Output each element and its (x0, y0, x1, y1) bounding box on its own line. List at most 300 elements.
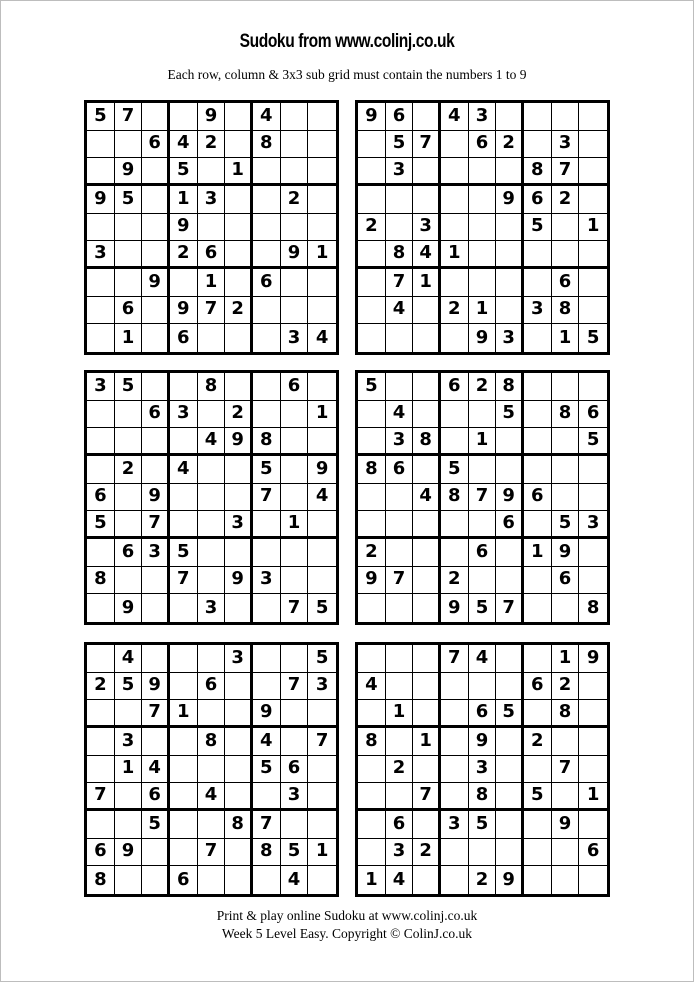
sudoku-cell (552, 728, 580, 756)
sudoku-cell: 1 (552, 645, 580, 673)
sudoku-cell (115, 783, 143, 811)
sudoku-cell: 1 (308, 839, 336, 867)
sudoku-cell (142, 866, 170, 894)
sudoku-cell: 4 (253, 103, 281, 131)
sudoku-cell: 6 (524, 186, 552, 214)
sudoku-cell: 8 (225, 811, 253, 839)
sudoku-cell (225, 131, 253, 159)
sudoku-cell: 8 (586, 596, 600, 618)
sudoku-cell (579, 567, 607, 595)
sudoku-cell (198, 324, 226, 352)
sudoku-cell (142, 103, 170, 131)
sudoku-cell (142, 324, 170, 352)
sudoku-cell: 3 (469, 756, 497, 784)
sudoku-cell (142, 241, 170, 269)
sudoku-cell: 1 (413, 728, 441, 756)
sudoku-cell (142, 839, 170, 867)
sudoku-cell (198, 158, 226, 186)
sudoku-cell: 1 (115, 324, 143, 352)
sudoku-cell: 5 (552, 511, 580, 539)
footer-line-2: Week 5 Level Easy. Copyright © ColinJ.co.uk (221, 926, 473, 941)
sudoku-cell: 7 (308, 728, 336, 756)
sudoku-cell (469, 241, 497, 269)
sudoku-cell (358, 783, 386, 811)
sudoku-cell: 6 (170, 866, 198, 894)
sudoku-cell (115, 511, 143, 539)
sudoku-cell: 8 (253, 131, 281, 159)
sudoku-cell: 9 (281, 241, 309, 269)
sudoku-cell (579, 373, 607, 401)
sudoku-cell: 3 (386, 839, 414, 867)
sudoku-cell (552, 839, 580, 867)
sudoku-cell (115, 131, 143, 159)
sudoku-cell: 9 (579, 645, 607, 673)
sudoku-cell (87, 158, 115, 186)
sudoku-cell (198, 484, 226, 512)
sudoku-cell: 9 (198, 103, 226, 131)
sudoku-cell: 6 (281, 756, 309, 784)
sudoku-cell (441, 131, 469, 159)
sudoku-cell: 4 (469, 645, 497, 673)
sudoku-cell (524, 866, 552, 894)
sudoku-cell (87, 324, 115, 352)
sudoku-cell (253, 373, 281, 401)
sudoku-cell (253, 297, 281, 325)
sudoku-cell: 7 (253, 484, 281, 512)
sudoku-cell: 9 (358, 103, 386, 131)
sudoku-cell (358, 158, 386, 186)
sudoku-cell (413, 811, 441, 839)
sudoku-cell (413, 700, 441, 728)
sudoku-cell (115, 269, 143, 297)
sudoku-cell (441, 511, 469, 539)
sudoku-cell: 4 (413, 484, 441, 512)
sudoku-cell: 9 (142, 269, 170, 297)
sudoku-cell: 8 (552, 401, 580, 429)
sudoku-cell (441, 839, 469, 867)
sudoku-cell: 3 (579, 511, 607, 539)
sudoku-cell (225, 783, 253, 811)
sudoku-cell (496, 539, 524, 567)
sudoku-cell (552, 103, 580, 131)
sudoku-cell (225, 728, 253, 756)
sudoku-cell: 6 (524, 673, 552, 701)
sudoku-cell: 6 (386, 456, 414, 484)
sudoku-cell (225, 866, 253, 894)
sudoku-cell (281, 567, 309, 595)
sudoku-cell (253, 645, 281, 673)
sudoku-cell: 8 (496, 373, 524, 401)
sudoku-cell: 8 (413, 428, 441, 456)
sudoku-cell (413, 567, 441, 595)
sudoku-grid-6 (355, 642, 610, 897)
sudoku-cell: 5 (469, 811, 497, 839)
sudoku-cell: 5 (170, 158, 198, 186)
sudoku-cell: 7 (552, 158, 580, 186)
sudoku-cell: 2 (198, 131, 226, 159)
sudoku-cell: 6 (142, 131, 170, 159)
sudoku-cell (87, 401, 115, 429)
sudoku-cell: 7 (386, 567, 414, 595)
sudoku-cell (170, 839, 198, 867)
sudoku-cell: 6 (253, 269, 281, 297)
sudoku-cell: 1 (198, 269, 226, 297)
sudoku-cell (524, 428, 552, 456)
sudoku-cell (281, 401, 309, 429)
sudoku-cell: 3 (496, 324, 524, 352)
sudoku-cell: 9 (225, 428, 253, 456)
sudoku-cell: 3 (386, 428, 414, 456)
sudoku-cell (386, 594, 414, 622)
sudoku-cell (198, 866, 226, 894)
sudoku-cell (496, 428, 524, 456)
sudoku-cell (281, 428, 309, 456)
sudoku-cell (142, 186, 170, 214)
sudoku-cell (358, 594, 386, 622)
sudoku-cell: 6 (198, 673, 226, 701)
sudoku-cell: 8 (552, 700, 580, 728)
sudoku-cell: 6 (87, 484, 115, 512)
sudoku-cell (358, 811, 386, 839)
sudoku-cell (170, 428, 198, 456)
sudoku-cell: 7 (198, 839, 226, 867)
sudoku-cell: 7 (87, 783, 115, 811)
sudoku-cell (469, 269, 497, 297)
sudoku-cell: 9 (115, 594, 143, 622)
sudoku-cell (524, 700, 552, 728)
sudoku-cell: 2 (87, 673, 115, 701)
sudoku-cell (413, 186, 441, 214)
sudoku-cell (441, 700, 469, 728)
sudoku-cell (579, 866, 607, 894)
sudoku-cell (579, 269, 607, 297)
sudoku-cell (469, 158, 497, 186)
sudoku-cell (308, 269, 336, 297)
sudoku-cell: 9 (469, 324, 497, 352)
sudoku-cell (413, 324, 441, 352)
sudoku-cell: 7 (552, 756, 580, 784)
sudoku-cell: 4 (315, 326, 329, 348)
sudoku-cell: 7 (170, 567, 198, 595)
sudoku-cell (142, 594, 170, 622)
sudoku-cell (441, 324, 469, 352)
sudoku-cell (524, 401, 552, 429)
sudoku-cell (469, 673, 497, 701)
sudoku-cell (386, 324, 414, 352)
sudoku-cell (358, 131, 386, 159)
sudoku-cell (225, 673, 253, 701)
sudoku-cell: 2 (225, 401, 253, 429)
sudoku-cell (579, 297, 607, 325)
sudoku-cell: 5 (579, 428, 607, 456)
sudoku-cell: 5 (496, 700, 524, 728)
sudoku-cell: 4 (170, 131, 198, 159)
sudoku-cell: 9 (142, 673, 170, 701)
sudoku-cell (281, 131, 309, 159)
sudoku-cell: 5 (253, 456, 281, 484)
sudoku-cell: 4 (115, 645, 143, 673)
sudoku-cell (358, 645, 386, 673)
sudoku-cell: 7 (281, 673, 309, 701)
sudoku-cell: 8 (386, 241, 414, 269)
sudoku-grid-3 (84, 370, 339, 625)
sudoku-cell: 4 (413, 241, 441, 269)
sudoku-cell (281, 700, 309, 728)
sudoku-cell (253, 783, 281, 811)
sudoku-cell (170, 373, 198, 401)
sudoku-cell (225, 269, 253, 297)
sudoku-cell (170, 783, 198, 811)
sudoku-cell: 2 (469, 373, 497, 401)
sudoku-cell (87, 700, 115, 728)
sudoku-cell (441, 756, 469, 784)
sudoku-cell (524, 324, 552, 352)
sudoku-cell (87, 456, 115, 484)
sudoku-cell: 1 (579, 214, 607, 242)
sudoku-cell (308, 511, 336, 539)
sudoku-cell: 4 (281, 866, 309, 894)
sudoku-cell: 7 (115, 103, 143, 131)
sudoku-cell (496, 728, 524, 756)
sudoku-cell: 5 (115, 186, 143, 214)
sudoku-cell: 2 (469, 866, 497, 894)
sudoku-cell (253, 511, 281, 539)
sudoku-cell (308, 186, 336, 214)
sudoku-cell (225, 186, 253, 214)
sudoku-cell: 8 (524, 158, 552, 186)
sudoku-cell (441, 401, 469, 429)
sudoku-cell: 2 (552, 673, 580, 701)
sudoku-cell: 5 (115, 673, 143, 701)
page-title: Sudoku from www.colinj.co.uk (239, 31, 455, 52)
sudoku-cell (115, 484, 143, 512)
sudoku-cell: 5 (358, 373, 386, 401)
sudoku-cell (142, 728, 170, 756)
sudoku-cell: 9 (170, 297, 198, 325)
sudoku-cell (225, 839, 253, 867)
sudoku-cell (496, 103, 524, 131)
sudoku-cell (579, 186, 607, 214)
sudoku-cell (413, 645, 441, 673)
sudoku-cell: 9 (142, 484, 170, 512)
sudoku-cell: 6 (386, 811, 414, 839)
sudoku-cell (552, 783, 580, 811)
sudoku-cell (386, 539, 414, 567)
sudoku-cell (358, 241, 386, 269)
sudoku-cell: 4 (386, 401, 414, 429)
sudoku-cell: 9 (469, 728, 497, 756)
sudoku-cell: 4 (170, 456, 198, 484)
sudoku-cell (115, 811, 143, 839)
sudoku-cell (413, 103, 441, 131)
sudoku-cell (115, 866, 143, 894)
sudoku-cell (170, 728, 198, 756)
sudoku-cell (579, 158, 607, 186)
sudoku-cell: 5 (524, 214, 552, 242)
sudoku-cell (87, 428, 115, 456)
sudoku-cell (496, 158, 524, 186)
sudoku-cell (308, 700, 336, 728)
sudoku-cell (496, 567, 524, 595)
sudoku-cell (87, 269, 115, 297)
sudoku-cell (358, 324, 386, 352)
sudoku-cell (524, 456, 552, 484)
sudoku-cell: 5 (586, 326, 600, 348)
sudoku-cell (413, 756, 441, 784)
sudoku-cell: 3 (225, 511, 253, 539)
sudoku-cell (358, 297, 386, 325)
sudoku-cell: 8 (469, 783, 497, 811)
sudoku-cell: 3 (469, 103, 497, 131)
sudoku-cell (579, 673, 607, 701)
sudoku-cell: 1 (552, 324, 580, 352)
sudoku-cell (253, 401, 281, 429)
sudoku-cell: 2 (413, 839, 441, 867)
sudoku-cell: 9 (115, 158, 143, 186)
sudoku-cell (115, 700, 143, 728)
sudoku-cell: 3 (253, 567, 281, 595)
sudoku-cell (198, 214, 226, 242)
sudoku-cell: 8 (358, 456, 386, 484)
sudoku-cell (281, 539, 309, 567)
sudoku-grid-4 (355, 370, 610, 625)
sudoku-cell (198, 811, 226, 839)
sudoku-cell: 3 (386, 158, 414, 186)
sudoku-cell: 5 (142, 811, 170, 839)
sudoku-cell: 5 (253, 756, 281, 784)
sudoku-cell (87, 214, 115, 242)
sudoku-cell (308, 103, 336, 131)
sudoku-cell: 7 (142, 511, 170, 539)
sudoku-cell: 3 (87, 373, 115, 401)
sudoku-cell (386, 728, 414, 756)
sudoku-cell: 1 (413, 269, 441, 297)
sudoku-cell (308, 131, 336, 159)
sudoku-cell (358, 839, 386, 867)
sudoku-cell (441, 866, 469, 894)
sudoku-cell: 8 (198, 373, 226, 401)
sudoku-cell: 9 (225, 567, 253, 595)
sudoku-cell: 5 (170, 539, 198, 567)
sudoku-cell: 1 (579, 783, 607, 811)
sudoku-cell: 6 (441, 373, 469, 401)
sudoku-cell (496, 241, 524, 269)
sudoku-cell (225, 214, 253, 242)
sudoku-cell (358, 484, 386, 512)
sudoku-cell (496, 645, 524, 673)
sudoku-cell: 1 (281, 511, 309, 539)
sudoku-cell: 6 (469, 131, 497, 159)
sudoku-cell: 6 (198, 241, 226, 269)
sudoku-cell (308, 783, 336, 811)
sudoku-cell (225, 594, 253, 622)
sudoku-cell (496, 811, 524, 839)
sudoku-cell (198, 756, 226, 784)
sudoku-cell (524, 241, 552, 269)
sudoku-cell (253, 186, 281, 214)
sudoku-cell (441, 269, 469, 297)
sudoku-cell (552, 456, 580, 484)
sudoku-cell: 5 (441, 456, 469, 484)
sudoku-cell (579, 811, 607, 839)
sudoku-cell (524, 756, 552, 784)
sudoku-cell (552, 484, 580, 512)
sudoku-cell (358, 511, 386, 539)
sudoku-cell: 7 (198, 297, 226, 325)
sudoku-cell: 6 (469, 539, 497, 567)
sudoku-cell: 3 (281, 783, 309, 811)
sudoku-cell: 3 (552, 131, 580, 159)
sudoku-cell: 5 (115, 373, 143, 401)
sudoku-cell: 6 (115, 539, 143, 567)
sudoku-cell: 6 (142, 401, 170, 429)
sudoku-cell: 6 (579, 401, 607, 429)
sudoku-cell (386, 373, 414, 401)
sudoku-cell (170, 645, 198, 673)
sudoku-cell: 8 (87, 567, 115, 595)
sudoku-cell: 1 (170, 186, 198, 214)
footer-line-1: Print & play online Sudoku at www.colinj.co.uk (216, 908, 478, 923)
sudoku-cell (441, 539, 469, 567)
sudoku-cell: 1 (308, 401, 336, 429)
sudoku-cell (579, 131, 607, 159)
sudoku-cell (386, 673, 414, 701)
sudoku-cell (253, 324, 281, 352)
sudoku-cell: 9 (87, 186, 115, 214)
sudoku-cell (142, 456, 170, 484)
sudoku-cell (281, 297, 309, 325)
sudoku-cell (225, 456, 253, 484)
sudoku-cell (225, 539, 253, 567)
sudoku-cell: 5 (315, 596, 329, 618)
sudoku-cell: 6 (281, 373, 309, 401)
sudoku-cell: 5 (524, 783, 552, 811)
sudoku-cell: 6 (170, 324, 198, 352)
sudoku-cell (198, 456, 226, 484)
sudoku-cell: 6 (115, 297, 143, 325)
sudoku-cell (524, 131, 552, 159)
sudoku-cell: 9 (308, 456, 336, 484)
sudoku-cell: 4 (386, 866, 414, 894)
sudoku-cell: 5 (308, 645, 336, 673)
sudoku-cell (441, 158, 469, 186)
sudoku-grid-5 (84, 642, 339, 897)
sudoku-cell: 6 (524, 484, 552, 512)
sudoku-cell (469, 456, 497, 484)
sudoku-cell (225, 756, 253, 784)
sudoku-cell (413, 673, 441, 701)
sudoku-cell (253, 866, 281, 894)
sudoku-cell: 9 (496, 866, 524, 894)
sudoku-cell: 3 (115, 728, 143, 756)
sudoku-cell: 9 (358, 567, 386, 595)
sudoku-cell: 2 (358, 214, 386, 242)
sudoku-cell (253, 158, 281, 186)
sudoku-cell: 3 (170, 401, 198, 429)
sudoku-cell (142, 428, 170, 456)
sudoku-cell: 2 (170, 241, 198, 269)
sudoku-cell: 8 (358, 728, 386, 756)
sudoku-cell (170, 511, 198, 539)
sudoku-cell: 5 (496, 401, 524, 429)
sudoku-cell: 6 (552, 567, 580, 595)
sudoku-cell: 7 (253, 811, 281, 839)
sudoku-cell (225, 241, 253, 269)
sudoku-cell: 7 (142, 700, 170, 728)
sudoku-cell (469, 186, 497, 214)
sudoku-cell: 4 (358, 673, 386, 701)
sudoku-cell (281, 158, 309, 186)
